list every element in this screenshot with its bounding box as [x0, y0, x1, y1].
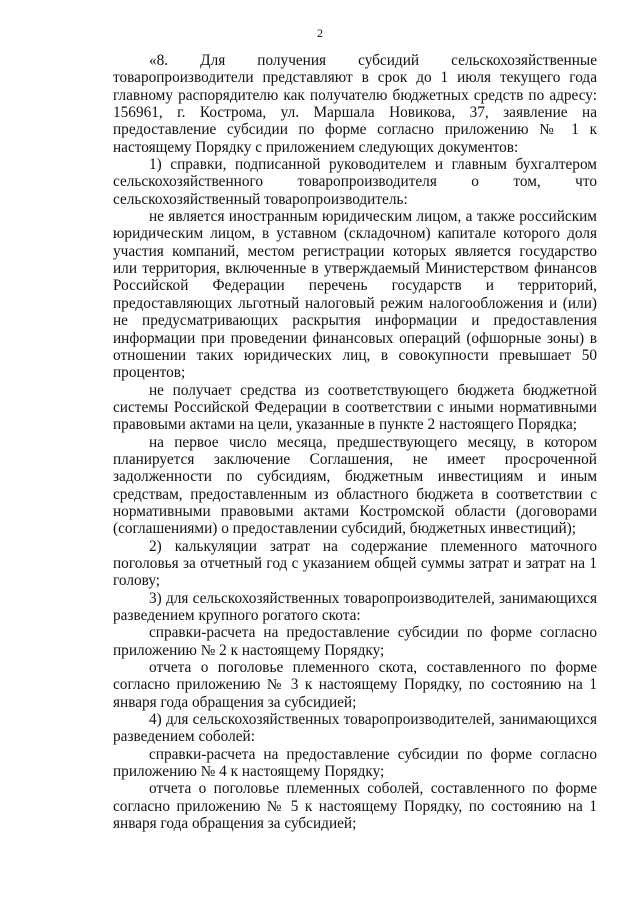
paragraph-list-item-3: 3) для сельскохозяйственных товаропроизводителей, занимающихся разведением крупного рогатого скота: [113, 589, 597, 624]
paragraph-list-item-2: 2) калькуляции затрат на содержание племенного маточного поголовья за отчетный год с указанием общей суммы затрат и затрат на 1 голову; [113, 537, 597, 590]
paragraph-item-8-intro: «8. Для получения субсидий сельскохозяйственные товаропроизводители представляют в срок до 1 июля текущего года главному распорядителю как получателю бюджетных средств по адресу: 156961, г. Кострома, ул. Маршала Новикова, 37, заявление на предоставление субсидии по форме согласно приложению № 1 к настоящему Порядку с приложением следующих документов: [113, 52, 597, 156]
document-body [113, 52, 597, 832]
paragraph-subitem-cattle-calc: справки-расчета на предоставление субсидии по форме согласно приложению № 2 к настоящему Порядку; [113, 624, 597, 659]
page-number: 2 [317, 26, 323, 40]
paragraph-subitem-not-foreign: не является иностранным юридическим лицом, а также российским юридическим лицом, в уставном (складочном) капитале которого доля участия компаний, местом регистрации которых является государство или территория, включенные в утверждаемый Министерством финансов Российской Федерации перечень государств и территорий, предоставляющих льготный налоговый режим налогообложения и (или) не предусматривающих раскрытия информации и предоставления информации при проведении финансовых операций (офшорные зоны) в отношении таких юридических лиц, в совокупности превышает 50 процентов; [113, 208, 597, 382]
paragraph-subitem-cattle-report: отчета о поголовье племенного скота, составленного по форме согласно приложению № 3 к настоящему Порядку, по состоянию на 1 января года обращения за субсидией; [113, 659, 597, 711]
paragraph-list-item-4: 4) для сельскохозяйственных товаропроизводителей, занимающихся разведением соболей: [113, 711, 597, 746]
paragraph-subitem-no-debt: на первое число месяца, предшествующего месяцу, в котором планируется заключение Соглашения, не имеет просроченной задолженности по субсидиям, бюджетным инвестициям и иным средствам, предоставленным из областного бюджета в соответствии с нормативными правовыми актами Костромской области (договорами (соглашениями) о предоставлении субсидий, бюджетных инвестиций); [113, 433, 597, 538]
paragraph-list-item-1: 1) справки, подписанной руководителем и главным бухгалтером сельскохозяйственного товаропроизводителя о том, что сельскохозяйственный товаропроизводитель: [113, 156, 597, 208]
paragraph-subitem-sable-report: отчета о поголовье племенных соболей, составленного по форме согласно приложению № 5 к настоящему Порядку, по состоянию на 1 января года обращения за субсидией; [113, 780, 597, 833]
paragraph-subitem-sable-calc: справки-расчета на предоставление субсидии по форме согласно приложению № 4 к настоящему Порядку; [113, 745, 597, 781]
paragraph-subitem-no-other-funds: не получает средства из соответствующего бюджета бюджетной системы Российской Федерации в соответствии с иными нормативными правовыми актами на цели, указанные в пункте 2 настоящего Порядка; [113, 381, 597, 434]
